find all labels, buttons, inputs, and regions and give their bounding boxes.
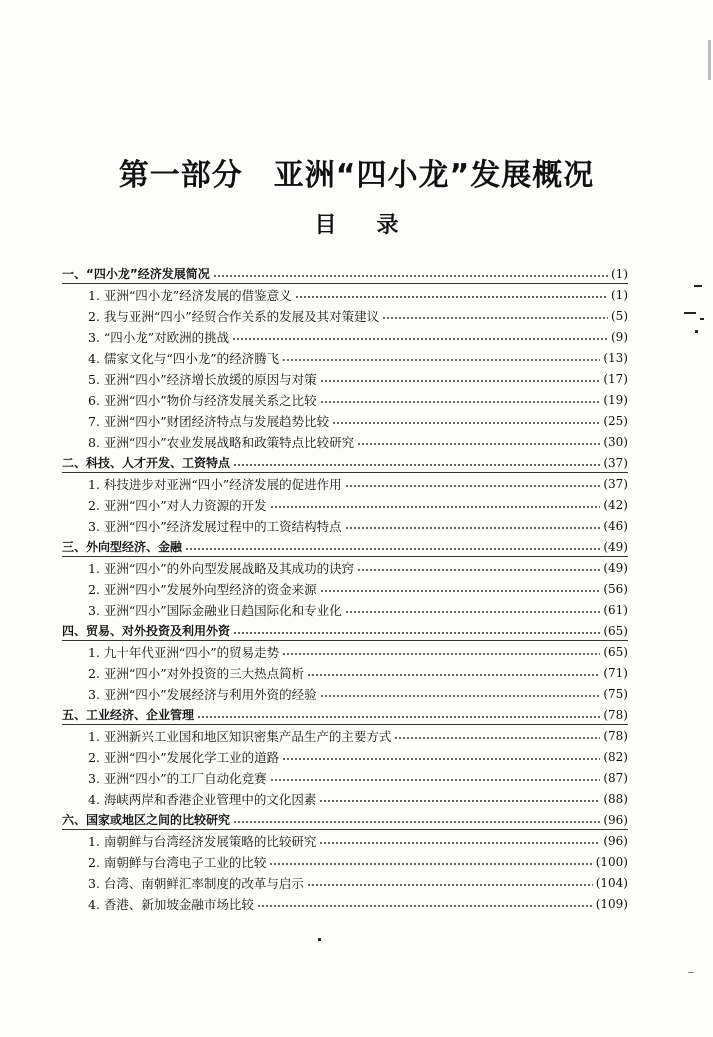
toc-section xyxy=(62,536,628,557)
toc-entry-title: 3. 亚洲“四小”国际金融业日趋国际化和专业化 xyxy=(88,602,342,618)
toc-page-number: (13) xyxy=(603,350,628,365)
toc-entry xyxy=(62,662,628,683)
scan-speck xyxy=(688,972,694,973)
toc-entry xyxy=(62,284,628,305)
toc-page-number: (65) xyxy=(603,623,628,638)
toc-page-number: (88) xyxy=(603,791,628,806)
toc-page-number: (61) xyxy=(603,602,628,617)
toc-page-number: (49) xyxy=(603,560,628,575)
dot-leader xyxy=(232,337,608,341)
toc-entry xyxy=(62,641,628,662)
dot-leader xyxy=(320,379,601,383)
dot-leader xyxy=(257,904,593,908)
toc-page-number: (1) xyxy=(611,266,628,281)
toc-entry xyxy=(62,473,628,494)
toc-entry-title: 二、科技、人才开发、工资特点 xyxy=(62,456,231,470)
dot-leader xyxy=(233,631,600,635)
toc-entry-title: 1. 科技进步对亚洲“四小”经济发展的促进作用 xyxy=(88,476,342,492)
toc-entry xyxy=(62,515,628,536)
toc-entry-title: 5. 亚洲“四小”经济增长放缓的原因与对策 xyxy=(88,371,317,387)
dot-leader xyxy=(345,484,601,488)
toc-page-number: (42) xyxy=(603,497,628,512)
toc-entry xyxy=(62,431,628,452)
toc-section xyxy=(62,809,628,830)
toc-page-number: (75) xyxy=(603,686,628,701)
dot-leader xyxy=(320,400,601,404)
toc-section xyxy=(62,704,628,725)
table-of-contents xyxy=(62,263,628,914)
toc-entry-title: 3. 亚洲“四小”发展经济与利用外资的经验 xyxy=(88,686,317,702)
dot-leader xyxy=(307,883,593,887)
toc-entry xyxy=(62,305,628,326)
dot-leader xyxy=(319,799,600,803)
dot-leader xyxy=(270,505,601,509)
toc-entry xyxy=(62,599,628,620)
toc-entry-title: 1. 九十年代亚洲“四小”的贸易走势 xyxy=(88,644,280,660)
toc-section xyxy=(62,452,628,473)
toc-page-number: (1) xyxy=(611,287,628,302)
dot-leader xyxy=(269,862,592,866)
dot-leader xyxy=(233,463,600,467)
toc-page-number: (82) xyxy=(603,749,628,764)
scan-speck xyxy=(318,938,321,941)
toc-page-number: (5) xyxy=(611,308,628,323)
scan-speck xyxy=(708,40,711,80)
toc-entry-title: 2. 南朝鲜与台湾电子工业的比较 xyxy=(88,854,267,870)
dot-leader xyxy=(282,757,600,761)
toc-entry-title: 三、外向型经济、金融 xyxy=(62,540,183,554)
dot-leader xyxy=(270,778,601,782)
toc-entry-title: 4. 海峡两岸和香港企业管理中的文化因素 xyxy=(88,791,317,807)
toc-page-number: (9) xyxy=(611,329,628,344)
toc-entry xyxy=(62,893,628,914)
toc-page-number: (65) xyxy=(603,644,628,659)
toc-page-number: (96) xyxy=(603,812,628,827)
toc-entry-title: 六、国家或地区之间的比较研究 xyxy=(62,813,231,827)
toc-page-number: (19) xyxy=(603,392,628,407)
toc-entry-title: 1. 亚洲新兴工业国和地区知识密集产品生产的主要方式 xyxy=(88,728,392,744)
toc-page-number: (30) xyxy=(603,434,628,449)
toc-entry-title: 3. 亚洲“四小”的工厂自动化竞赛 xyxy=(88,770,267,786)
toc-entry-title: 2. 亚洲“四小”发展化学工业的道路 xyxy=(88,749,280,765)
dot-leader xyxy=(197,715,600,719)
toc-entry xyxy=(62,389,628,410)
toc-entry xyxy=(62,683,628,704)
toc-title: 目录 xyxy=(314,212,439,238)
toc-entry xyxy=(62,725,628,746)
dot-leader xyxy=(382,316,608,320)
toc-entry-title: 3. 台湾、南朝鲜汇率制度的改革与启示 xyxy=(88,875,304,891)
toc-entry xyxy=(62,788,628,809)
toc-page-number: (96) xyxy=(603,833,628,848)
dot-leader xyxy=(345,526,601,530)
dot-leader xyxy=(213,274,608,278)
toc-page-number: (71) xyxy=(603,665,628,680)
toc-entry-title: 2. 亚洲“四小”发展外向型经济的资金来源 xyxy=(88,581,317,597)
toc-entry-title: 6. 亚洲“四小”物价与经济发展关系之比较 xyxy=(88,392,317,408)
toc-entry-title: 7. 亚洲“四小”财团经济特点与发展趋势比较 xyxy=(88,413,330,429)
toc-entry xyxy=(62,767,628,788)
dot-leader xyxy=(320,694,601,698)
toc-page-number: (56) xyxy=(603,581,628,596)
toc-entry-title: 四、贸易、对外投资及利用外资 xyxy=(62,624,231,638)
toc-entry xyxy=(62,557,628,578)
toc-entry-title: 8. 亚洲“四小”农业发展战略和政策特点比较研究 xyxy=(88,434,355,450)
toc-page-number: (17) xyxy=(603,371,628,386)
toc-section xyxy=(62,620,628,641)
scan-speck xyxy=(684,312,696,314)
toc-entry-title: 一、“四小龙”经济发展简况 xyxy=(62,267,210,281)
toc-entry xyxy=(62,830,628,851)
toc-entry-title: 3. 亚洲“四小”经济发展过程中的工资结构特点 xyxy=(88,518,342,534)
dot-leader xyxy=(307,673,600,677)
toc-entry xyxy=(62,410,628,431)
dot-leader xyxy=(233,820,600,824)
toc-entry xyxy=(62,326,628,347)
toc-page-number: (25) xyxy=(603,413,628,428)
toc-entry-title: 五、工业经济、企业管理 xyxy=(62,708,195,722)
toc-page-number: (49) xyxy=(603,539,628,554)
toc-entry-title: 4. 香港、新加坡金融市场比较 xyxy=(88,896,254,912)
toc-entry-title: 2. 我与亚洲“四小”经贸合作关系的发展及其对策建议 xyxy=(88,308,380,324)
dot-leader xyxy=(357,568,600,572)
dot-leader xyxy=(319,841,600,845)
dot-leader xyxy=(295,295,608,299)
dot-leader xyxy=(282,652,600,656)
toc-page-number: (37) xyxy=(603,455,628,470)
dot-leader xyxy=(345,610,601,614)
toc-entry xyxy=(62,368,628,389)
toc-entry xyxy=(62,746,628,767)
dot-leader xyxy=(357,442,600,446)
toc-entry xyxy=(62,347,628,368)
dot-leader xyxy=(320,589,601,593)
toc-entry xyxy=(62,872,628,893)
toc-entry xyxy=(62,494,628,515)
toc-entry-title: 2. 亚洲“四小”对人力资源的开发 xyxy=(88,497,267,513)
dot-leader xyxy=(394,736,600,740)
toc-entry-title: 2. 亚洲“四小”对外投资的三大热点简析 xyxy=(88,665,305,681)
toc-entry-title: 1. 南朝鲜与台湾经济发展策略的比较研究 xyxy=(88,833,317,849)
scan-speck xyxy=(694,285,702,287)
toc-entry-title: 1. 亚洲“四小”的外向型发展战略及其成功的诀窍 xyxy=(88,560,355,576)
toc-section xyxy=(62,263,628,284)
toc-entry-title: 4. 儒家文化与“四小龙”的经济腾飞 xyxy=(88,350,280,366)
toc-entry-title: 1. 亚洲“四小龙”经济发展的借鉴意义 xyxy=(88,287,292,303)
toc-entry xyxy=(62,851,628,872)
toc-page-number: (100) xyxy=(595,854,628,869)
toc-page-number: (109) xyxy=(595,896,628,911)
dot-leader xyxy=(282,358,600,362)
toc-page-number: (87) xyxy=(603,770,628,785)
dot-leader xyxy=(185,547,600,551)
toc-page-number: (104) xyxy=(595,875,628,890)
toc-page-number: (37) xyxy=(603,476,628,491)
toc-entry-title: 3. “四小龙”对欧洲的挑战 xyxy=(88,329,230,345)
toc-page-number: (46) xyxy=(603,518,628,533)
toc-page-number: (78) xyxy=(603,707,628,722)
toc-entry xyxy=(62,578,628,599)
scan-speck xyxy=(695,330,698,333)
dot-leader xyxy=(332,421,600,425)
scan-speck xyxy=(700,318,704,320)
toc-page-number: (78) xyxy=(603,728,628,743)
page-title: 第一部分 亚洲“四小龙”发展概况 xyxy=(118,158,595,193)
